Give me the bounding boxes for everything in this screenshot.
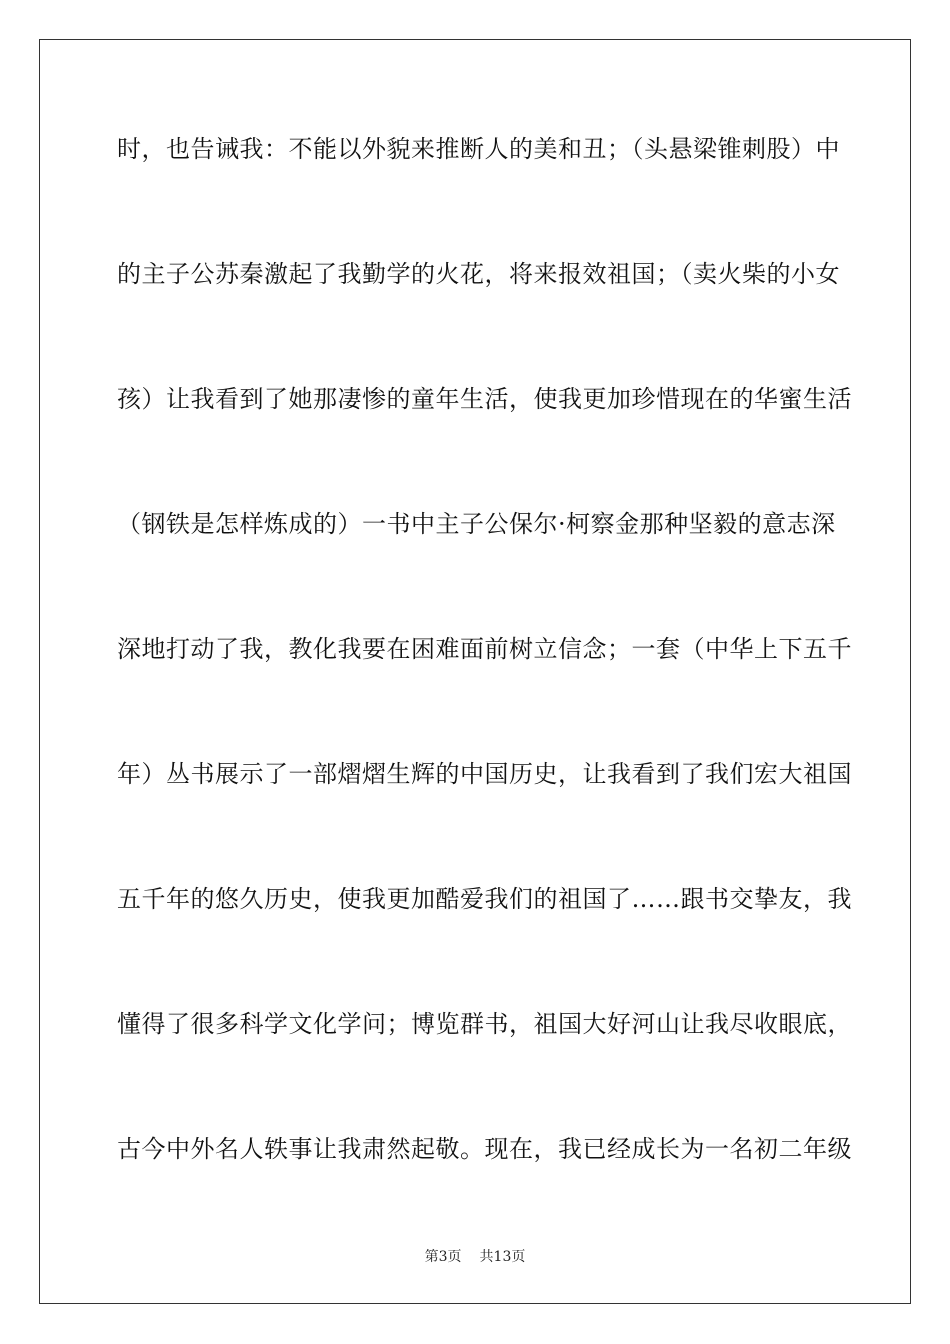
paragraph-line: 懂得了很多科学文化学问；博览群书，祖国大好河山让我尽收眼底， [117, 1010, 852, 1038]
paragraph-line: 的主子公苏秦激起了我勤学的火花，将来报效祖国；（卖火柴的小女 [117, 260, 840, 288]
paragraph-line: 孩）让我看到了她那凄惨的童年生活，使我更加珍惜现在的华蜜生活 [117, 385, 852, 413]
paragraph-line: （钢铁是怎样炼成的）一书中主子公保尔·柯察金那种坚毅的意志深 [117, 510, 836, 538]
paragraph-line: 深地打动了我，教化我要在困难面前树立信念；一套（中华上下五千 [117, 635, 852, 663]
paragraph-line: 古今中外名人轶事让我肃然起敬。现在，我已经成长为一名初二年级 [117, 1135, 852, 1163]
paragraph-line: 五千年的悠久历史，使我更加酷爱我们的祖国了……跟书交挚友，我 [117, 885, 852, 913]
paragraph-line: 时，也告诫我：不能以外貌来推断人的美和丑；（头悬梁锥刺股）中 [117, 135, 840, 163]
page-footer [0, 1248, 950, 1266]
paragraph-line: 年）丛书展示了一部熠熠生辉的中国历史，让我看到了我们宏大祖国 [117, 760, 852, 788]
page-total: 共13页 [479, 1249, 526, 1265]
page-number: 第3页 [424, 1249, 462, 1265]
page-border [39, 39, 911, 1304]
